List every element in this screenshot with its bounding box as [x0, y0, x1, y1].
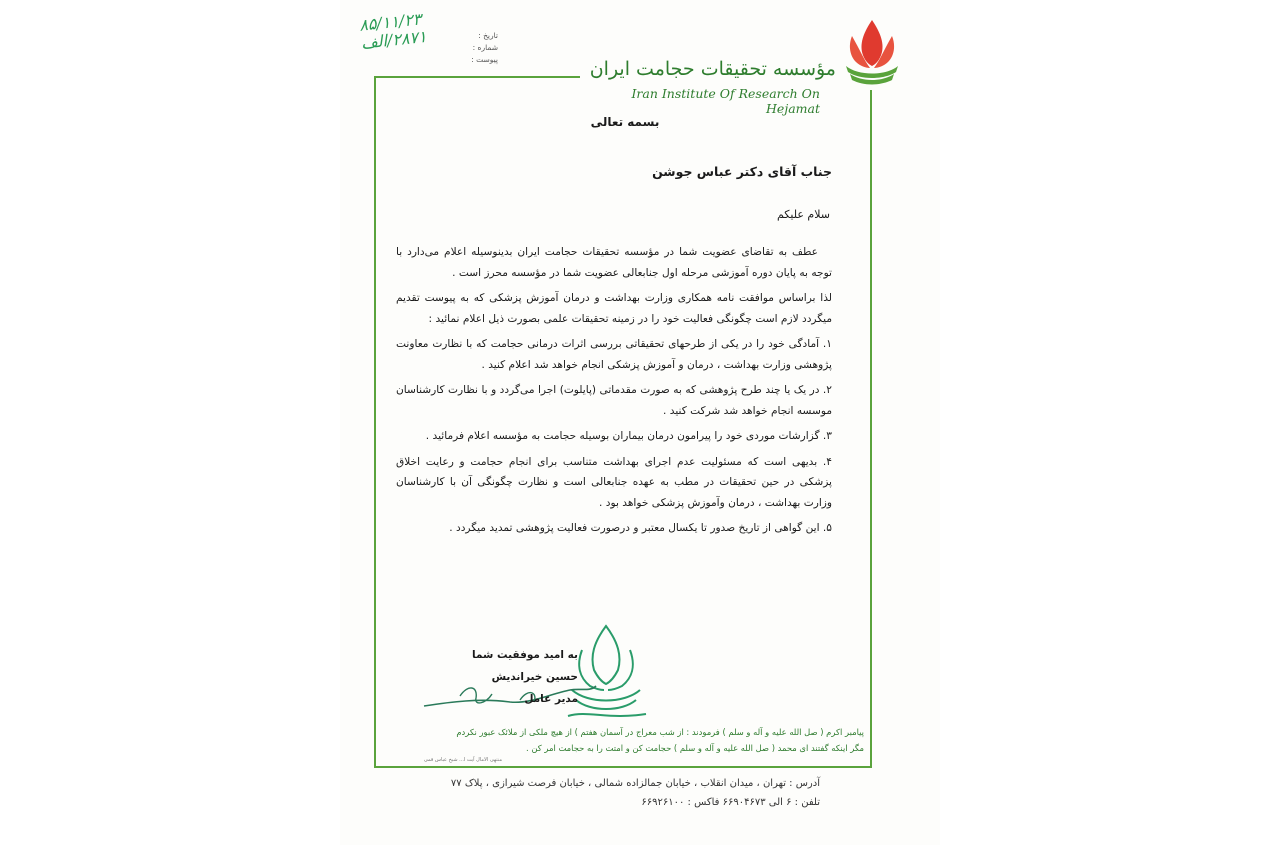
reference-labels	[448, 30, 498, 66]
bismillah-heading: بسمه تعالی	[590, 115, 660, 129]
frame-left-border	[374, 76, 376, 768]
closing-block	[440, 644, 578, 710]
institute-title-en: Iran Institute Of Research On Hejamat	[631, 86, 820, 116]
letter-body	[396, 242, 832, 544]
intro-paragraph: عطف به تقاضای عضویت شما در مؤسسه تحقیقات حجامت ایران بدینوسیله اعلام می‌دارد با توجه به پایان دوره آموزشی مرحله اول جنابعالی عضویت شما در مؤسسه محرز است .	[396, 246, 832, 279]
handwritten-date: ۸۵/۱۱/۲۳	[358, 9, 423, 35]
signer-name: حسین خیراندیش	[491, 671, 578, 683]
list-item: ۱. آمادگی خود را در یکی از طرحهای تحقیقاتی بررسی اثرات درمانی حجامت که با نظارت معاونت پژوهشی وزارت بهداشت ، درمان و آموزش پزشکی انجام خواهد شد اعلام کنید .	[396, 338, 832, 371]
phone-line: تلفن : ۶ الی ۶۶۹۰۴۶۷۳ فاکس : ۶۶۹۲۶۱۰۰	[641, 797, 820, 808]
greeting: سلام علیکم	[776, 208, 830, 221]
address-line: آدرس : تهران ، میدان انقلاب ، خیابان جمالزاده شمالی ، خیابان فرصت شیرازی ، پلاک ۷۷	[450, 778, 820, 789]
list-item: ۳. گزارشات موردی خود را پیرامون درمان بیماران بوسیله حجامت به مؤسسه اعلام فرمائید .	[425, 430, 832, 442]
attachment-label: پیوست :	[471, 55, 498, 64]
list-item: ۵. این گواهی از تاریخ صدور تا یکسال معتبر و درصورت فعالیت پژوهشی تمدید میگردد .	[449, 522, 832, 534]
recipient-salutation: جناب آقای دکتر عباس جوشن	[652, 164, 832, 179]
quote-source: منتهی الامال آیت ا... شیخ عباس قمی	[423, 757, 502, 763]
lead-paragraph: لذا براساس موافقت نامه همکاری وزارت بهداشت و درمان آموزش پزشکی که به پیوست تقدیم میگردد لازم است چگونگی فعالیت خود را در زمینه تحقیقات علمی بصورت ذیل اعلام نمائید :	[396, 292, 832, 325]
number-label: شماره :	[472, 43, 498, 52]
date-label: تاریخ :	[478, 31, 498, 40]
prophet-quote	[382, 724, 864, 756]
frame-top-border	[374, 76, 580, 78]
list-item: ۴. بدیهی است که مسئولیت عدم اجرای بهداشت متناسب برای انجام حجامت و رعایت اخلاق پزشکی در حین تحقیقات در مطب به عهده جنابعالی است و نظارت چگونگی آن با کارشناسان وزارت بهداشت ، درمان وآموزش پزشکی خواهد بود .	[396, 455, 832, 509]
frame-right-border	[870, 90, 872, 768]
quote-line-2: مگر اینکه گفتند ای محمد ( صل الله علیه و آله و سلم ) حجامت کن و امتت را به حجامت امر کن .	[526, 743, 864, 753]
frame-bottom-border	[374, 766, 872, 768]
institute-logo-icon	[838, 16, 906, 88]
address-block	[420, 774, 820, 812]
quote-line-1: پیامبر اکرم ( صل الله علیه و آله و سلم ) فرمودند : از شب معراج در آسمان هفتم ) از هیچ ملکی از ملائک عبور نکردم	[456, 727, 864, 737]
signer-title: مدیر عامل	[524, 693, 578, 705]
institute-title-fa: مؤسسه تحقیقات حجامت ایران	[589, 58, 836, 80]
handwritten-number: ۲۸۷۱/الف	[360, 26, 428, 53]
closing-line: به امید موفقیت شما	[472, 649, 578, 661]
list-item: ۲. در یک یا چند طرح پژوهشی که به صورت مقدماتی (پایلوت) اجرا می‌گردد و با نظارت کارشناسان موسسه انجام خواهد شد شرکت کنید .	[396, 384, 832, 417]
